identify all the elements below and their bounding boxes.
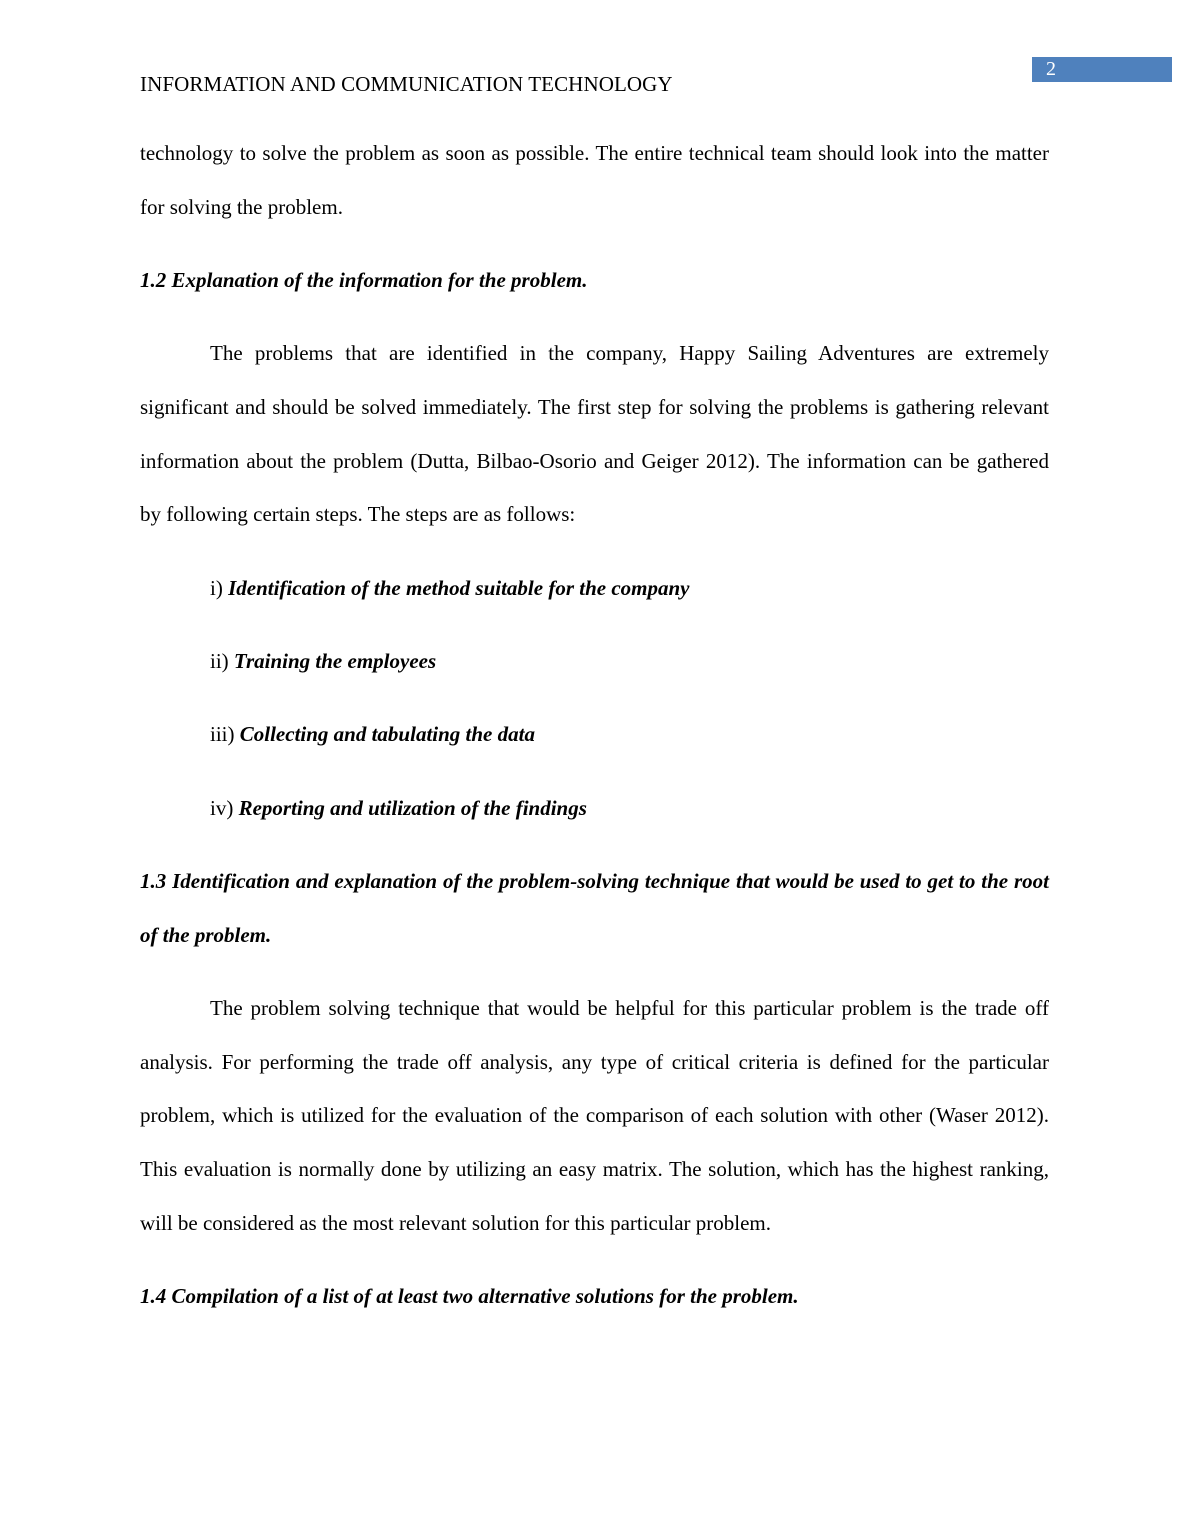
- list-item: [210, 708, 1049, 762]
- document-body: [140, 127, 1049, 1324]
- section-1-3-paragraph: The problem solving technique that would be helpful for this particular problem is the trade off analysis. For performing the trade off analysis, any type of critical criteria is defined for the particular problem, which is utilized for the evaluation of the comparison of each solution with other (Waser 2012). This evaluation is normally done by utilizing an easy matrix. The solution, which has the highest ranking, will be considered as the most relevant solution for this particular problem.: [140, 995, 1049, 1235]
- running-head: INFORMATION AND COMMUNICATION TECHNOLOGY: [140, 72, 673, 96]
- list-item: [210, 635, 1049, 689]
- section-heading-1-2: 1.2 Explanation of the information for the problem.: [140, 268, 588, 292]
- list-item-text: Identification of the method suitable for the company: [228, 575, 690, 600]
- continuation-paragraph: technology to solve the problem as soon as possible. The entire technical team should look into the matter for solving the problem.: [140, 141, 1049, 219]
- steps-list: [140, 562, 1049, 836]
- section-heading-1-3: 1.3 Identification and explanation of the problem-solving technique that would be used to get to the root of the problem.: [140, 868, 1049, 947]
- list-item-label: i): [210, 575, 223, 600]
- section-1-2-paragraph: The problems that are identified in the company, Happy Sailing Adventures are extremely significant and should be solved immediately. The first step for solving the problems is gathering relevant information about the problem (Dutta, Bilbao-Osorio and Geiger 2012). The information can be gathered by following certain steps. The steps are as follows:: [140, 341, 1049, 527]
- section-heading-1-4: 1.4 Compilation of a list of at least two alternative solutions for the problem.: [140, 1284, 799, 1308]
- list-item-label: iv): [210, 795, 234, 820]
- list-item-text: Reporting and utilization of the findings: [238, 795, 587, 820]
- list-item-text: Training the employees: [233, 649, 437, 673]
- page-number-badge: [1032, 57, 1172, 82]
- page-number: 2: [1046, 58, 1056, 80]
- list-item-text: Collecting and tabulating the data: [239, 722, 535, 747]
- list-item-label: iii): [210, 722, 235, 747]
- list-item: [210, 562, 1049, 616]
- list-item-label: ii): [210, 649, 229, 673]
- list-item: [210, 782, 1049, 836]
